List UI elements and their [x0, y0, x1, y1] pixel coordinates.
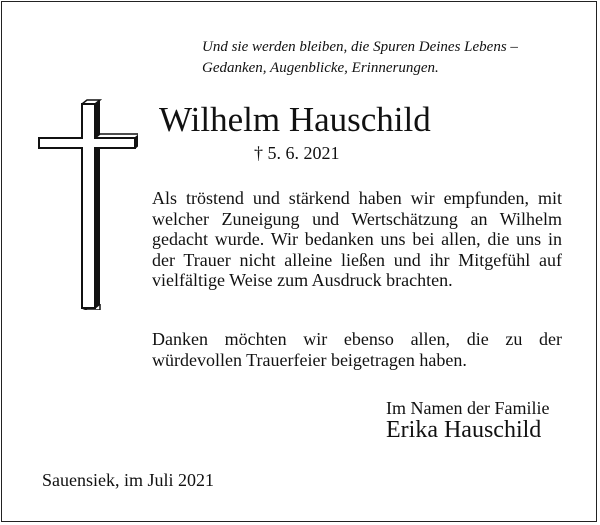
deceased-name: Wilhelm Hauschild	[159, 100, 431, 139]
thanks-paragraph-1: Als tröstend und stärkend haben wir empfunden, mit welcher Zuneigung und Wertschätzung an Wilhelm gedacht wurde. Wir bedanken uns bei allen, die uns in der Trauer nicht alleine ließen und ihr Mitgefühl auf vielfältige Weise zum Ausdruck brachten.	[152, 188, 562, 290]
cross-icon	[38, 98, 138, 310]
obituary-notice	[1, 1, 597, 522]
signature-label: Im Namen der Familie	[386, 398, 550, 418]
death-date: † 5. 6. 2021	[254, 143, 340, 163]
motto-line-1: Und sie werden bleiben, die Spuren Deines Lebens –	[202, 39, 518, 55]
motto-quote	[202, 37, 518, 79]
signature-name: Erika Hauschild	[386, 417, 542, 443]
place-date: Sauensiek, im Juli 2021	[42, 470, 214, 490]
motto-line-2: Gedanken, Augenblicke, Erinnerungen.	[202, 60, 439, 76]
thanks-paragraph-2: Danken möchten wir ebenso allen, die zu der würdevollen Trauerfeier beigetragen haben.	[152, 329, 562, 370]
